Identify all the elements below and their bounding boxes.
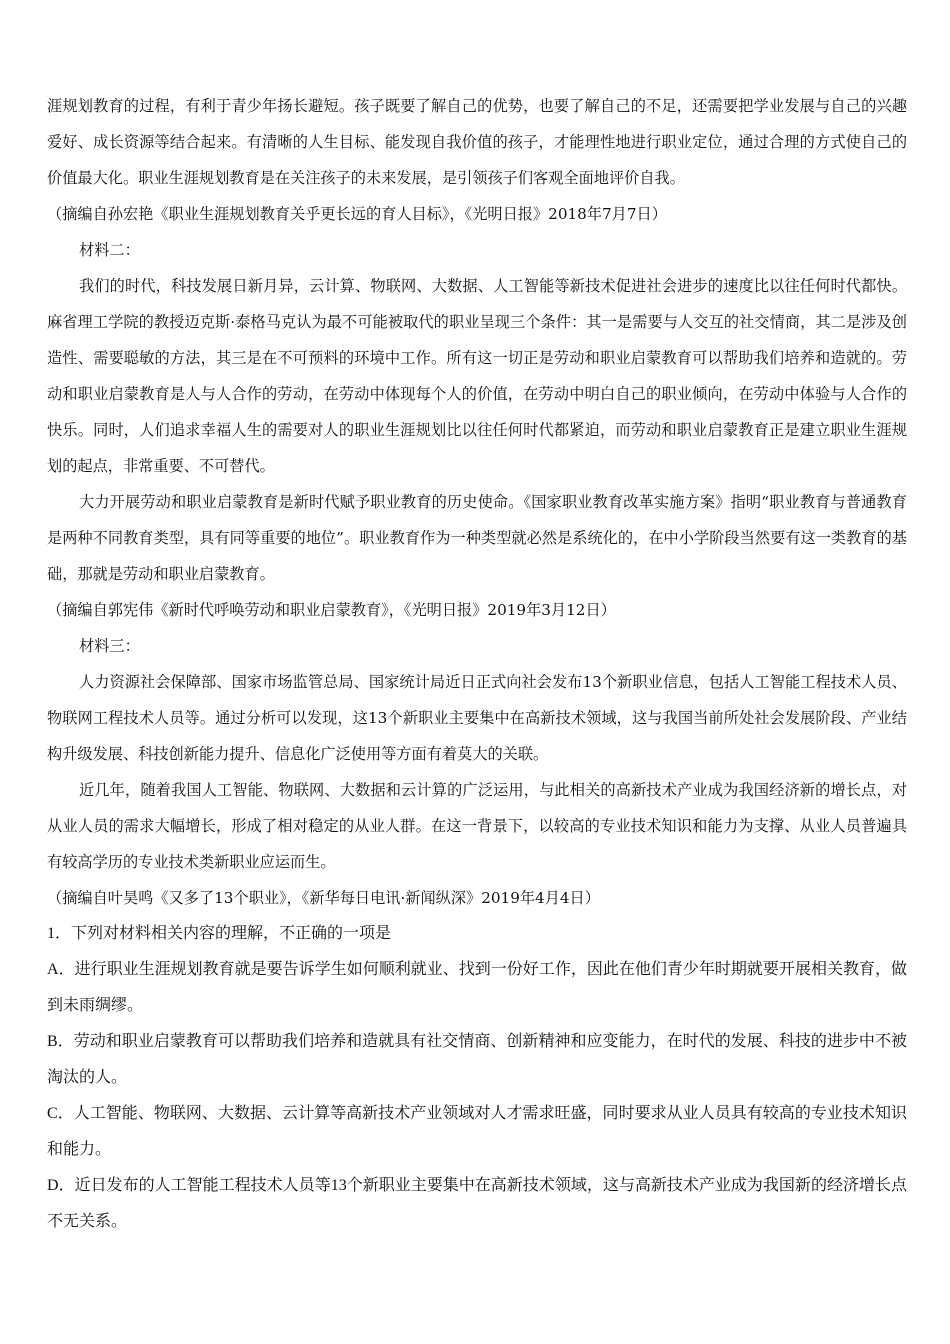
material3-heading: 材料三： <box>79 637 140 655</box>
material3-paragraph-1: 人力资源社会保障部、国家市场监管总局、国家统计局近日正式向社会发布13个新职业信息，包括人工智能工程技术人员、物联网工程技术人员等。通过分析可以发现，这13个新职业主要集中在高新技术领域，这与我国当前所处社会发展阶段、产业结构升级发展、科技创新能力提升、信息化广泛使用等方面有着莫大的关联。 <box>47 673 907 763</box>
material3-paragraph-2: 近几年，随着我国人工智能、物联网、大数据和云计算的广泛运用，与此相关的高新技术产业成为我国经济新的增长点，对从业人员的需求大幅增长，形成了相对稳定的从业人群。在这一背景下，以较高的专业技术知识和能力为支撑、从业人员普遍具有较高学历的专业技术类新职业应运而生。 <box>47 781 907 871</box>
option-a: A．进行职业生涯规划教育就是要告诉学生如何顺利就业、找到一份好工作，因此在他们青少年时期就要开展相关教育，做到未雨绸缪。 <box>47 961 907 1014</box>
material2-paragraph-2: 大力开展劳动和职业启蒙教育是新时代赋予职业教育的历史使命。《国家职业教育改革实施方案》指明“职业教育与普通教育是两种不同教育类型，具有同等重要的地位”。职业教育作为一种类型就必然是系统化的，在中小学阶段当然要有这一类教育的基础，那就是劳动和职业启蒙教育。 <box>47 493 907 583</box>
material1-continuation: 涯规划教育的过程，有利于青少年扬长避短。孩子既要了解自己的优势，也要了解自己的不足，还需要把学业发展与自己的兴趣爱好、成长资源等结合起来。有清晰的人生目标、能发现自我价值的孩子，才能理性地进行职业定位，通过合理的方式使自己的价值最大化。职业生涯规划教育是在关注孩子的未来发展，是引领孩子们客观全面地评价自我。 <box>47 97 907 187</box>
question-stem: 1．下列对材料相关内容的理解，不正确的一项是 <box>47 925 392 942</box>
option-d: D．近日发布的人工智能工程技术人员等13个新职业主要集中在高新技术领域，这与高新技术产业成为我国新的经济增长点不无关系。 <box>47 1177 907 1230</box>
material2-heading: 材料二： <box>79 241 140 259</box>
material1-source: （摘编自孙宏艳《职业生涯规划教育关乎更长远的育人目标》，《光明日报》2018年7月7日） <box>47 205 667 223</box>
material3-source: （摘编自叶昊鸣《又多了13个职业》，《新华每日电讯·新闻纵深》2019年4月4日） <box>47 889 600 907</box>
option-c: C．人工智能、物联网、大数据、云计算等高新技术产业领域对人才需求旺盛，同时要求从业人员具有较高的专业技术知识和能力。 <box>47 1105 907 1158</box>
option-b: B．劳动和职业启蒙教育可以帮助我们培养和造就具有社交情商、创新精神和应变能力，在时代的发展、科技的进步中不被淘汰的人。 <box>47 1033 907 1086</box>
document-page <box>47 88 907 1240</box>
material2-source: （摘编自郭宪伟《新时代呼唤劳动和职业启蒙教育》，《光明日报》2019年3月12日） <box>47 601 616 619</box>
material2-paragraph-1: 我们的时代，科技发展日新月异，云计算、物联网、大数据、人工智能等新技术促进社会进步的速度比以往任何时代都快。麻省理工学院的教授迈克斯·泰格马克认为最不可能被取代的职业呈现三个条件：其一是需要与人交互的社交情商，其二是涉及创造性、需要聪敏的方法，其三是在不可预料的环境中工作。所有这一切正是劳动和职业启蒙教育可以帮助我们培养和造就的。劳动和职业启蒙教育是人与人合作的劳动，在劳动中体现每个人的价值，在劳动中明白自己的职业倾向，在劳动中体验与人合作的快乐。同时，人们追求幸福人生的需要对人的职业生涯规划比以往任何时代都紧迫，而劳动和职业启蒙教育正是建立职业生涯规划的起点，非常重要、不可替代。 <box>47 277 907 475</box>
